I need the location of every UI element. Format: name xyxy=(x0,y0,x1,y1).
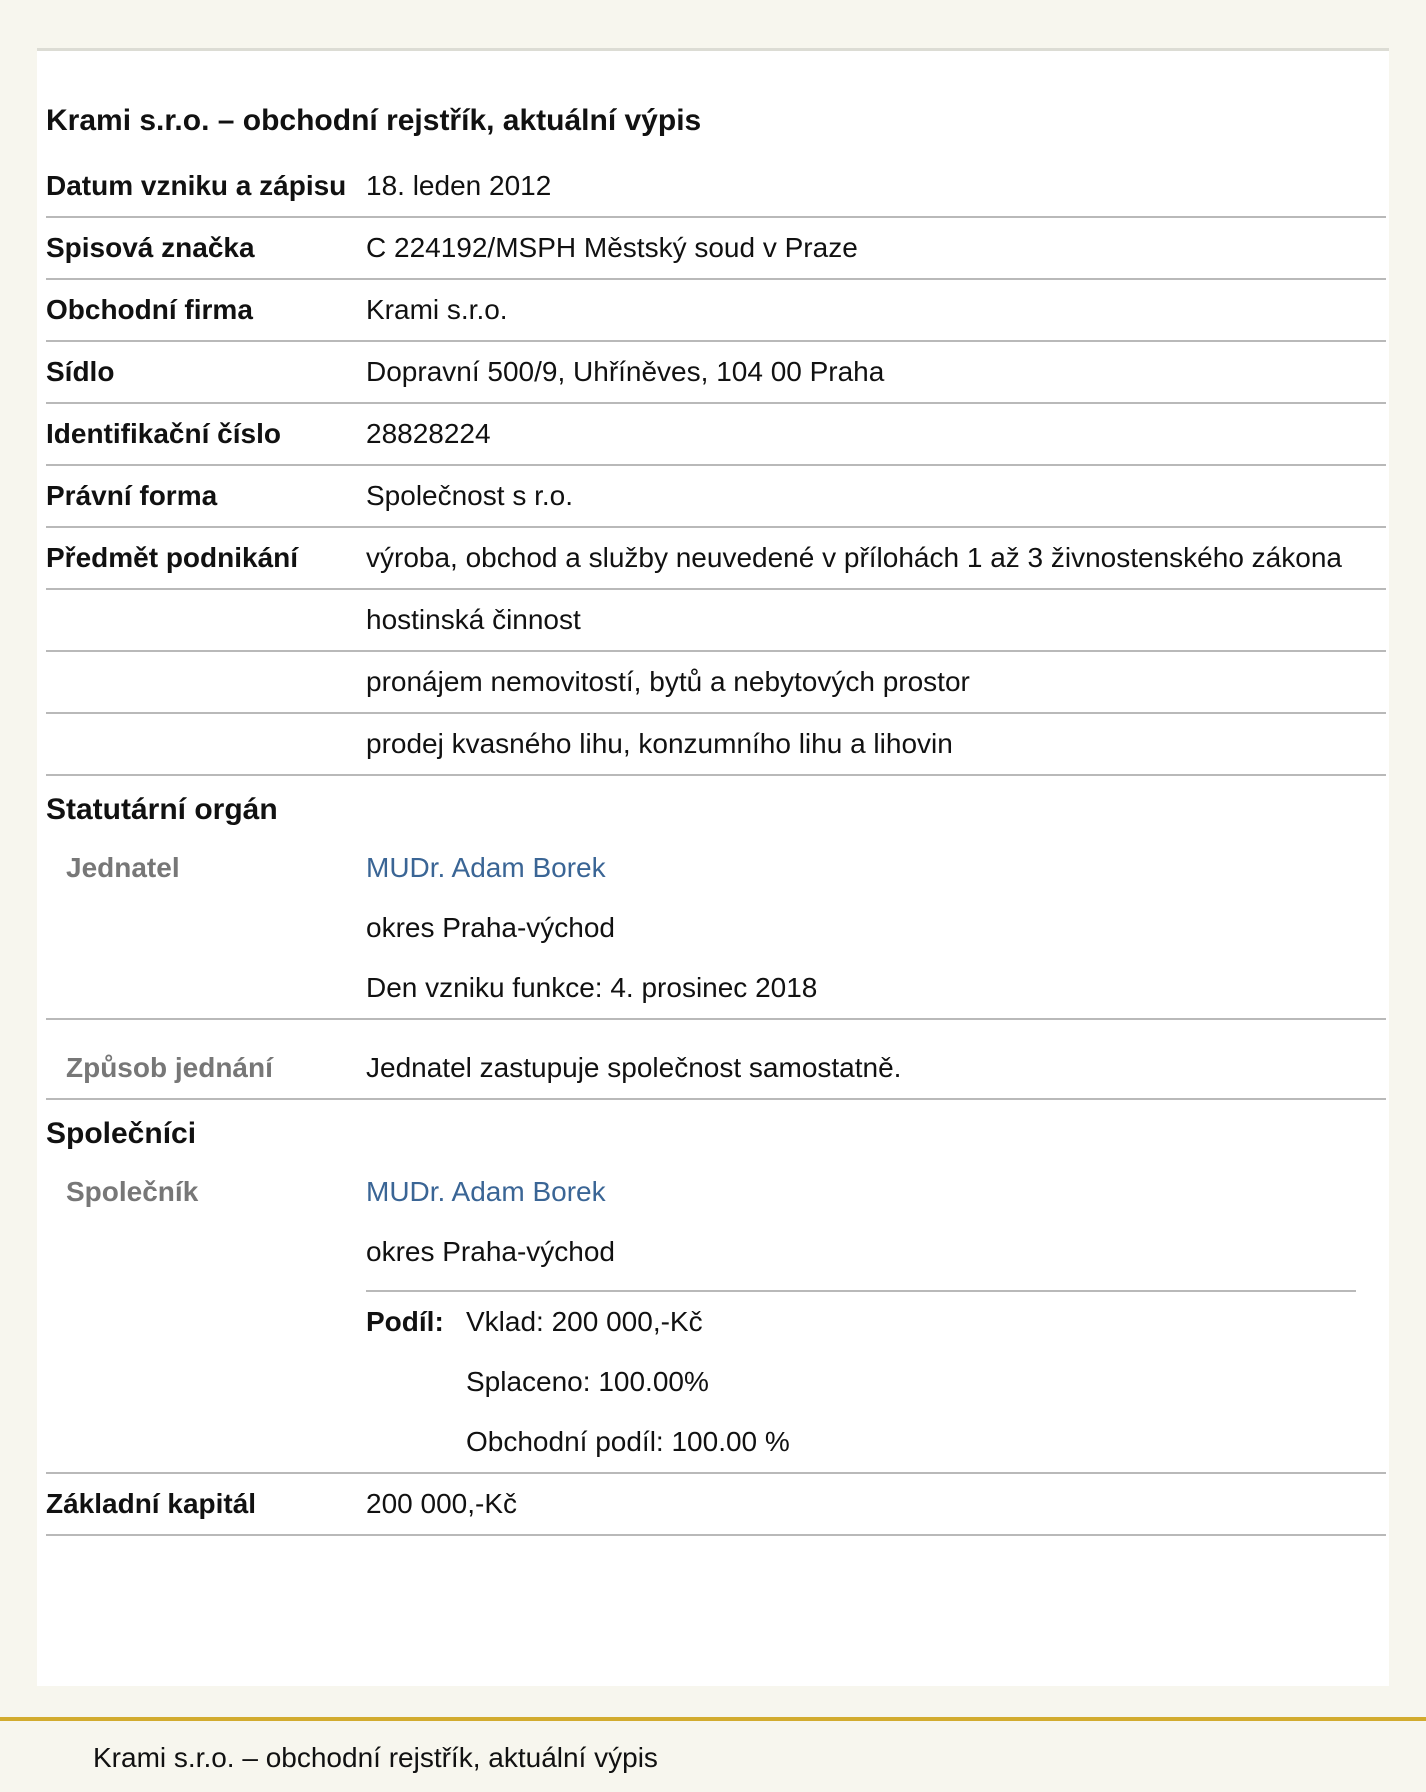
person-link-spolecnik[interactable]: MUDr. Adam Borek xyxy=(366,1176,606,1207)
row-jednatel xyxy=(46,838,1386,1020)
row-value: Společnost s r.o. xyxy=(366,480,574,511)
share-splaceno: Splaceno: 100.00% xyxy=(466,1366,709,1397)
share-block xyxy=(366,1290,1356,1472)
page-title: Krami s.r.o. – obchodní rejstřík, aktuální výpis xyxy=(46,104,702,137)
row-label: Předmět podnikání xyxy=(46,542,299,573)
row-value: prodej kvasného lihu, konzumního lihu a lihovin xyxy=(366,728,953,759)
jednatel-funkce: Den vzniku funkce: 4. prosinec 2018 xyxy=(366,972,818,1003)
row-sidlo xyxy=(46,342,1386,404)
row-obchodni-firma xyxy=(46,280,1386,342)
row-label: Identifikační číslo xyxy=(46,418,281,449)
register-extract-panel xyxy=(37,48,1389,1686)
row-spolecnik xyxy=(46,1162,1386,1474)
row-value: 18. leden 2012 xyxy=(366,170,552,201)
share-label: Podíl: xyxy=(366,1306,444,1337)
row-value: C 224192/MSPH Městský soud v Praze xyxy=(366,232,858,263)
spolecnik-okres: okres Praha-východ xyxy=(366,1236,616,1267)
row-predmet-item xyxy=(46,590,1386,652)
row-value: 200 000,-Kč xyxy=(366,1488,517,1519)
footer-caption: Krami s.r.o. – obchodní rejstřík, aktuální výpis xyxy=(93,1742,658,1773)
row-predmet-item xyxy=(46,714,1386,776)
row-zakladni-kapital xyxy=(46,1474,1386,1536)
row-label: Právní forma xyxy=(46,480,218,511)
jednatel-okres: okres Praha-východ xyxy=(366,912,616,943)
row-label: Jednatel xyxy=(66,852,180,883)
row-ico xyxy=(46,404,1386,466)
register-table xyxy=(46,156,1386,1536)
row-datum-vzniku xyxy=(46,156,1386,218)
section-statutarni-organ: Statutární orgán xyxy=(46,793,278,826)
row-value: hostinská činnost xyxy=(366,604,581,635)
row-predmet-podnikani xyxy=(46,528,1386,590)
row-spisova-znacka xyxy=(46,218,1386,280)
row-pravni-forma xyxy=(46,466,1386,528)
row-label: Spisová značka xyxy=(46,232,255,263)
row-label: Datum vzniku a zápisu xyxy=(46,170,347,201)
row-value: pronájem nemovitostí, bytů a nebytových prostor xyxy=(366,666,970,697)
row-value: Dopravní 500/9, Uhříněves, 104 00 Praha xyxy=(366,356,885,387)
row-value: Jednatel zastupuje společnost samostatně. xyxy=(366,1052,902,1083)
row-label: Způsob jednání xyxy=(66,1052,273,1083)
row-predmet-item xyxy=(46,652,1386,714)
footer-divider xyxy=(0,1717,1426,1721)
row-label: Společník xyxy=(66,1176,199,1207)
share-obchodni-podil: Obchodní podíl: 100.00 % xyxy=(466,1426,790,1457)
row-value: výroba, obchod a služby neuvedené v přílohách 1 až 3 živnostenského zákona xyxy=(366,542,1342,573)
row-zpusob-jednani xyxy=(46,1020,1386,1100)
section-spolecnici: Společníci xyxy=(46,1117,197,1150)
share-vklad: Vklad: 200 000,-Kč xyxy=(466,1306,703,1337)
row-label: Obchodní firma xyxy=(46,294,253,325)
row-value: Krami s.r.o. xyxy=(366,294,508,325)
row-label: Základní kapitál xyxy=(46,1488,257,1519)
row-label: Sídlo xyxy=(46,356,115,387)
person-link-jednatel[interactable]: MUDr. Adam Borek xyxy=(366,852,606,883)
row-value: 28828224 xyxy=(366,418,491,449)
